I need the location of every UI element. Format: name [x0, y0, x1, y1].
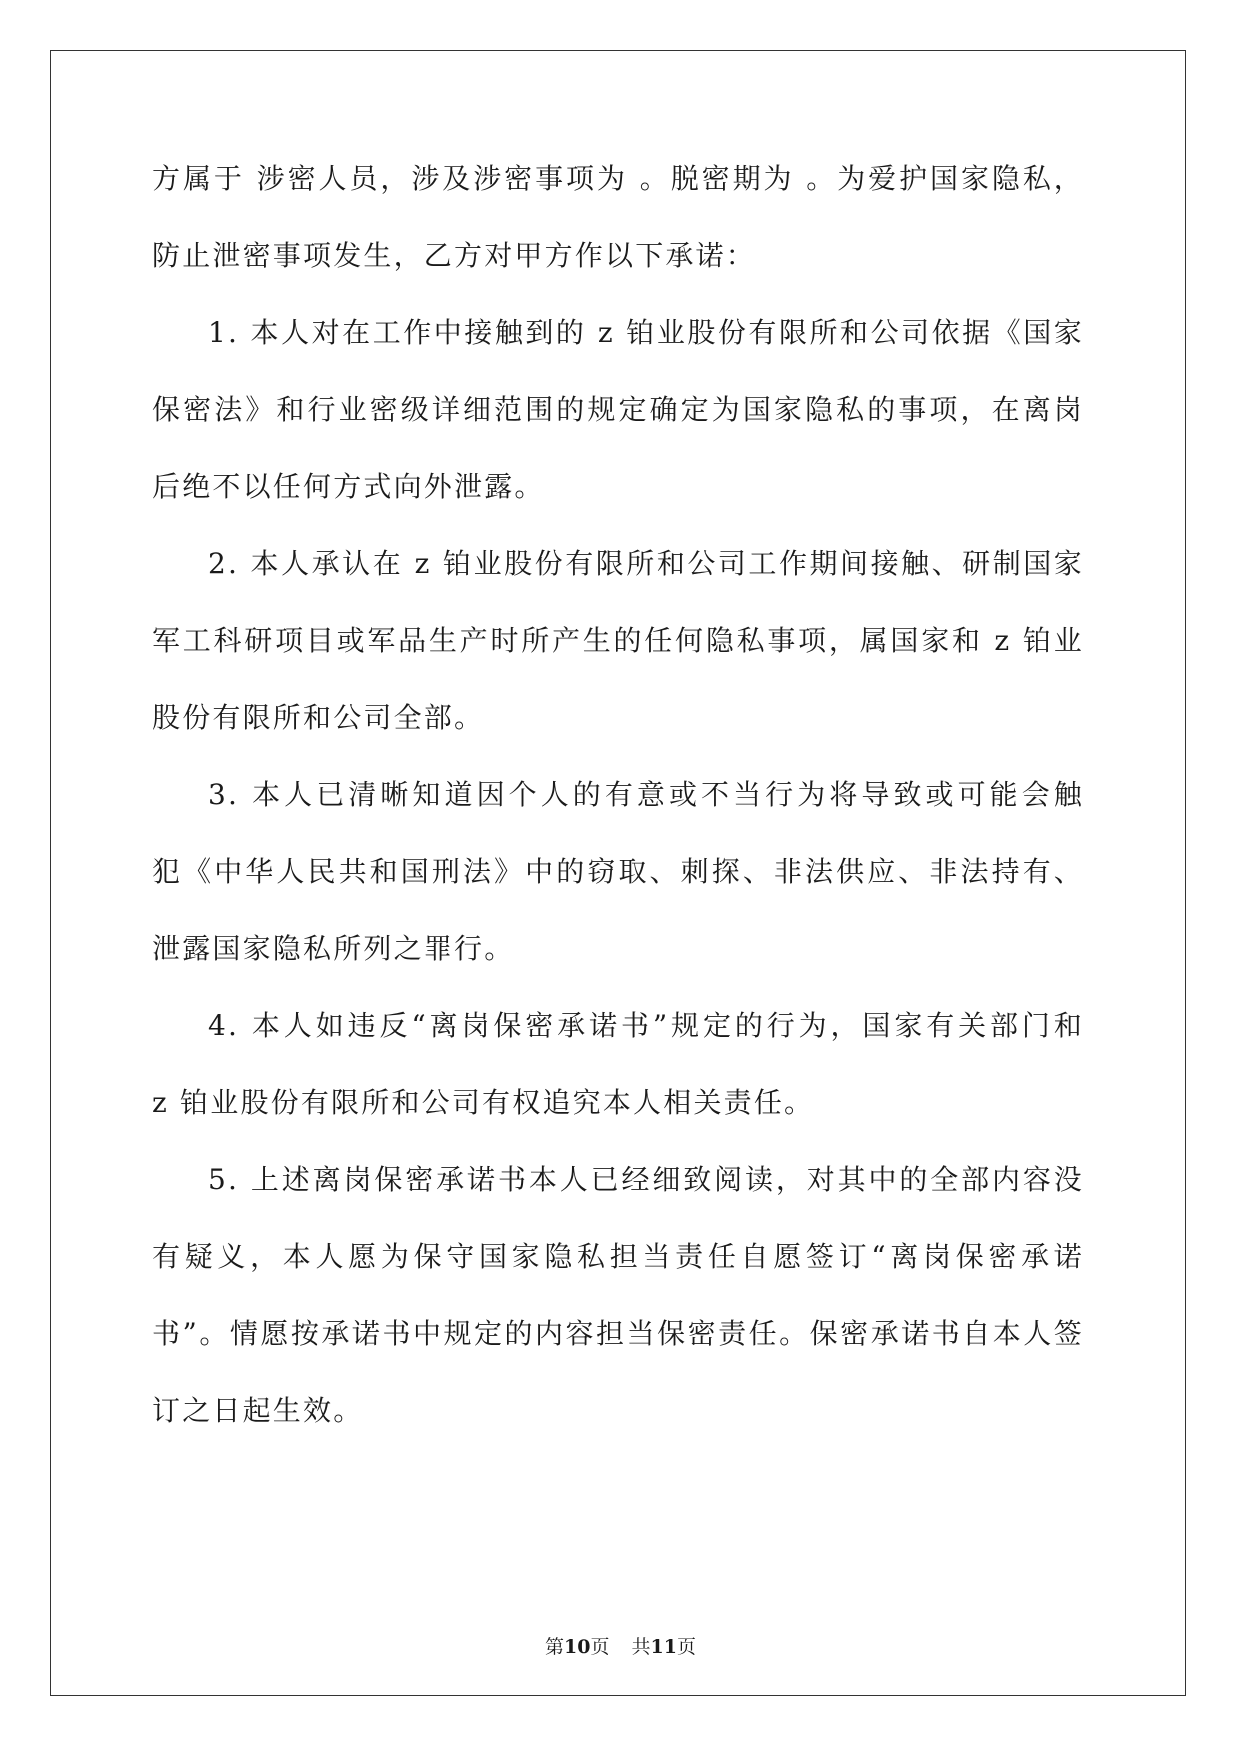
- text-line: 保密法》和行业密级详细范围的规定确定为国家隐私的事项，在离岗: [152, 393, 1084, 426]
- text-line: 股份有限所和公司全部。: [152, 701, 485, 734]
- text-line: 书”。情愿按承诺书中规定的内容担当保密责任。保密承诺书自本人签: [152, 1317, 1084, 1350]
- text-line: 犯《中华人民共和国刑法》中的窃取、刺探、非法供应、非法持有、: [152, 855, 1084, 888]
- page-prefix: 第: [545, 1636, 565, 1658]
- page-number: 10: [564, 1636, 591, 1658]
- text-line: 订之日起生效。: [152, 1394, 364, 1427]
- page-suffix: 页: [590, 1636, 610, 1658]
- text-line: 后绝不以任何方式向外泄露。: [152, 470, 545, 503]
- page-footer: [0, 1635, 1241, 1659]
- item-4-line: 4. 本人如违反“离岗保密承诺书”规定的行为，国家有关部门和: [208, 1009, 1084, 1042]
- text-line: 方属于 涉密人员，涉及涉密事项为 。脱密期为 。为爱护国家隐私，: [152, 162, 1084, 195]
- text-line: z 铂业股份有限所和公司有权追究本人相关责任。: [152, 1086, 815, 1119]
- item-2-line: 2. 本人承认在 z 铂业股份有限所和公司工作期间接触、研制国家: [208, 547, 1084, 580]
- item-3-line: 3. 本人已清晰知道因个人的有意或不当行为将导致或可能会触: [208, 778, 1084, 811]
- item-1-line: 1. 本人对在工作中接触到的 z 铂业股份有限所和公司依据《国家: [208, 316, 1084, 349]
- total-pages: 11: [650, 1636, 677, 1658]
- text-line: 泄露国家隐私所列之罪行。: [152, 932, 515, 965]
- text-line: 防止泄密事项发生，乙方对甲方作以下承诺：: [152, 239, 757, 272]
- total-prefix: 共: [631, 1636, 651, 1658]
- document-body: [152, 160, 1084, 1430]
- text-line: 有疑义，本人愿为保守国家隐私担当责任自愿签订“离岗保密承诺: [152, 1240, 1084, 1273]
- total-suffix: 页: [676, 1636, 696, 1658]
- item-5-line: 5. 上述离岗保密承诺书本人已经细致阅读，对其中的全部内容没: [208, 1163, 1084, 1196]
- text-line: 军工科研项目或军品生产时所产生的任何隐私事项，属国家和 z 铂业: [152, 624, 1084, 657]
